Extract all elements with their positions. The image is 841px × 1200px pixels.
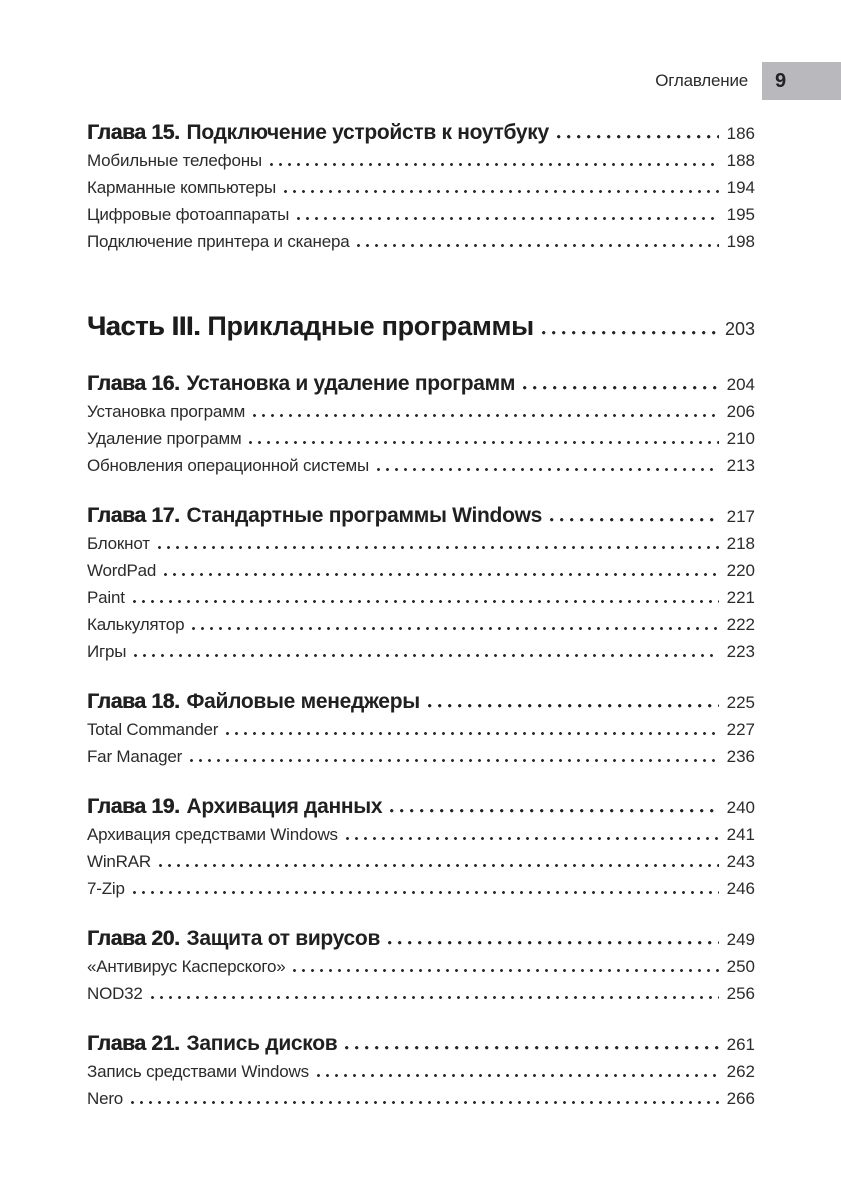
chapter-label: Глава 19. (87, 795, 180, 818)
chapter-heading-row (87, 924, 755, 953)
entry-page-number: 241 (726, 825, 755, 844)
toc-chapter-section (87, 501, 755, 665)
toc-entry-row (87, 228, 755, 255)
toc-chapter-section (87, 369, 755, 479)
dot-leader (357, 244, 718, 247)
chapter-heading-row (87, 792, 755, 821)
entry-label: Far Manager (87, 747, 183, 766)
dot-leader (192, 627, 718, 630)
entry-page-number: 218 (726, 534, 755, 553)
entry-page-number: 236 (726, 747, 755, 766)
toc-entry-row (87, 611, 755, 638)
part-title: Прикладные программы (207, 311, 534, 341)
dot-leader (133, 891, 719, 894)
chapter-page-number: 217 (726, 507, 755, 526)
entry-label: Paint (87, 588, 125, 607)
toc-content (87, 118, 755, 1112)
chapter-heading-row (87, 501, 755, 530)
page-number: 9 (775, 69, 787, 92)
toc-chapter-section (87, 1029, 755, 1112)
entry-page-number: 256 (726, 984, 755, 1003)
dot-leader (550, 518, 719, 522)
toc-chapter-section (87, 687, 755, 770)
toc-entry-row (87, 201, 755, 228)
toc-entry-row (87, 425, 755, 452)
entry-page-number: 223 (726, 642, 755, 661)
entry-label: WinRAR (87, 852, 151, 871)
running-head: Оглавление (655, 71, 748, 90)
dot-leader (377, 468, 719, 471)
page-header (0, 62, 841, 100)
chapter-label: Глава 15. (87, 121, 180, 144)
entry-label: Цифровые фотоаппараты (87, 205, 290, 224)
chapter-page-number: 261 (726, 1035, 755, 1054)
chapter-label: Глава 16. (87, 372, 180, 395)
dot-leader (134, 654, 718, 657)
chapter-label: Глава 18. (87, 690, 180, 713)
chapter-title: Файловые менеджеры (186, 690, 420, 713)
entry-page-number: 206 (726, 402, 755, 421)
entry-label: Total Commander (87, 720, 219, 739)
toc-entry-row (87, 821, 755, 848)
toc-entry-row (87, 1058, 755, 1085)
dot-leader (390, 809, 718, 813)
dot-leader (317, 1074, 719, 1077)
toc-entry-row (87, 875, 755, 902)
dot-leader (388, 941, 719, 945)
dot-leader (270, 163, 719, 166)
chapter-heading-row (87, 369, 755, 398)
entry-page-number: 194 (726, 178, 755, 197)
chapter-heading-row (87, 687, 755, 716)
entry-label: Подключение принтера и сканера (87, 232, 350, 251)
chapter-title: Подключение устройств к ноутбуку (186, 121, 549, 144)
toc-part-section (87, 307, 755, 345)
toc-entry-row (87, 1085, 755, 1112)
part-heading-row (87, 307, 755, 345)
toc-entry-row (87, 174, 755, 201)
entry-page-number: 266 (726, 1089, 755, 1108)
part-label: Часть III. (87, 311, 201, 341)
dot-leader (164, 573, 718, 576)
toc-entry-row (87, 980, 755, 1007)
toc-entry-row (87, 716, 755, 743)
dot-leader (293, 969, 718, 972)
entry-label: 7-Zip (87, 879, 125, 898)
entry-page-number: 243 (726, 852, 755, 871)
toc-chapter-section (87, 118, 755, 255)
toc-entry-row (87, 147, 755, 174)
entry-page-number: 195 (726, 205, 755, 224)
dot-leader (284, 190, 719, 193)
entry-label: Удаление программ (87, 429, 242, 448)
entry-page-number: 222 (726, 615, 755, 634)
dot-leader (190, 759, 719, 762)
dot-leader (159, 864, 719, 867)
toc-entry-row (87, 452, 755, 479)
toc-entry-row (87, 584, 755, 611)
entry-page-number: 188 (726, 151, 755, 170)
chapter-heading-row (87, 1029, 755, 1058)
entry-label: Блокнот (87, 534, 150, 553)
entry-label: Архивация средствами Windows (87, 825, 338, 844)
entry-page-number: 213 (726, 456, 755, 475)
dot-leader (345, 1046, 718, 1050)
entry-label: Запись средствами Windows (87, 1062, 309, 1081)
chapter-page-number: 249 (726, 930, 755, 949)
chapter-page-number: 225 (726, 693, 755, 712)
chapter-title: Запись дисков (186, 1032, 338, 1055)
dot-leader (133, 600, 719, 603)
chapter-label: Глава 17. (87, 504, 180, 527)
toc-entry-row (87, 743, 755, 770)
toc-entry-row (87, 638, 755, 665)
chapter-label: Глава 20. (87, 927, 180, 950)
entry-page-number: 198 (726, 232, 755, 251)
dot-leader (158, 546, 719, 549)
chapter-heading-row (87, 118, 755, 147)
dot-leader (523, 386, 719, 390)
entry-label: Обновления операционной системы (87, 456, 370, 475)
dot-leader (428, 704, 719, 708)
entry-page-number: 246 (726, 879, 755, 898)
toc-chapter-section (87, 924, 755, 1007)
chapter-title: Архивация данных (186, 795, 383, 818)
toc-chapter-section (87, 792, 755, 902)
chapter-label: Глава 21. (87, 1032, 180, 1055)
dot-leader (542, 331, 717, 335)
entry-label: Мобильные телефоны (87, 151, 262, 170)
chapter-page-number: 186 (726, 124, 755, 143)
chapter-title: Установка и удаление программ (186, 372, 516, 395)
entry-page-number: 227 (726, 720, 755, 739)
entry-label: Nero (87, 1089, 124, 1108)
entry-label: WordPad (87, 561, 157, 580)
entry-label: «Антивирус Касперского» (87, 957, 286, 976)
entry-label: Установка программ (87, 402, 246, 421)
entry-page-number: 221 (726, 588, 755, 607)
entry-page-number: 220 (726, 561, 755, 580)
page-number-badge (762, 62, 841, 100)
dot-leader (151, 996, 719, 999)
toc-entry-row (87, 953, 755, 980)
dot-leader (346, 837, 719, 840)
dot-leader (249, 441, 718, 444)
chapter-page-number: 204 (726, 375, 755, 394)
chapter-page-number: 240 (726, 798, 755, 817)
part-page-number: 203 (724, 319, 755, 339)
entry-label: Карманные компьютеры (87, 178, 277, 197)
chapter-title: Защита от вирусов (186, 927, 381, 950)
toc-entry-row (87, 530, 755, 557)
entry-label: Калькулятор (87, 615, 185, 634)
dot-leader (253, 414, 719, 417)
entry-page-number: 210 (726, 429, 755, 448)
chapter-title: Стандартные программы Windows (186, 504, 543, 527)
entry-page-number: 262 (726, 1062, 755, 1081)
dot-leader (131, 1101, 719, 1104)
dot-leader (297, 217, 718, 220)
toc-entry-row (87, 848, 755, 875)
toc-entry-row (87, 557, 755, 584)
entry-label: Игры (87, 642, 127, 661)
dot-leader (226, 732, 718, 735)
entry-page-number: 250 (726, 957, 755, 976)
dot-leader (557, 135, 719, 139)
entry-label: NOD32 (87, 984, 143, 1003)
toc-entry-row (87, 398, 755, 425)
